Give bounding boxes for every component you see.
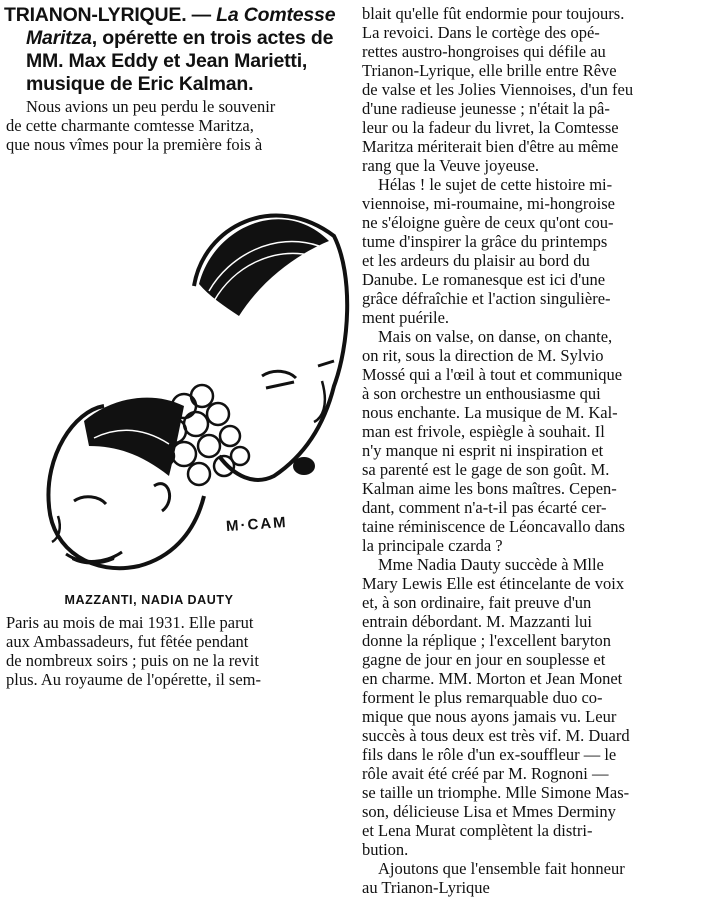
right-line: taine réminiscence de Léoncavallo dans	[362, 517, 625, 536]
right-line: nous enchante. La musique de M. Kal-	[362, 403, 618, 422]
right-line: et, à son ordinaire, fait preuve d'un	[362, 593, 592, 612]
right-line: blait qu'elle fût endormie pour toujours.	[362, 4, 625, 23]
headline-line-2	[4, 27, 356, 50]
right-line: ne s'éloigne guère de ceux qu'ont cou-	[362, 213, 614, 232]
right-line: man est frivole, espiègle à souhait. Il	[362, 422, 605, 441]
right-line: Hélas ! le sujet de cette histoire mi-	[378, 175, 613, 194]
headline-venue: TRIANON-LYRIQUE. —	[4, 4, 217, 26]
right-line: sa parenté est le gage de son goût. M.	[362, 460, 610, 479]
headline-title-2: Maritza	[26, 27, 92, 49]
right-column	[362, 4, 714, 897]
right-line: de valse et les Jolies Viennoises, d'un feu	[362, 80, 634, 99]
right-line: la principale czarda ?	[362, 536, 503, 555]
right-line: rettes austro-hongroises qui défile au	[362, 42, 606, 61]
right-line: son, délicieuse Lisa et Mmes Derminy	[362, 802, 616, 821]
right-line: tume d'inspirer la grâce du printemps	[362, 232, 608, 251]
right-line: d'une radieuse jeunesse ; n'était la pâ-	[362, 99, 610, 118]
right-line: et les ardeurs du plaisir au bord du	[362, 251, 590, 270]
right-line: Danube. Le romanesque est ici d'une	[362, 270, 606, 289]
right-line: n'y manque ni esprit ni inspiration et	[362, 441, 604, 460]
intro-paragraph	[4, 97, 356, 154]
right-line: succès à tous deux est très vif. M. Duard	[362, 726, 630, 745]
caricature-drawing	[4, 156, 356, 596]
left-bottom-line-3: de nombreux soirs ; puis on ne la revit	[6, 651, 259, 670]
headline-line-4: musique de Eric Kalman.	[26, 73, 254, 95]
right-line: gagne de jour en jour en souplesse et	[362, 650, 606, 669]
right-line: se taille un triomphe. Mlle Simone Mas-	[362, 783, 630, 802]
right-line: rang que la Veuve joyeuse.	[362, 156, 540, 175]
right-line: on rit, sous la direction de M. Sylvio	[362, 346, 604, 365]
right-line: dant, comment n'a-t-il pas écarté cer-	[362, 498, 607, 517]
right-line: Mais on valse, on danse, on chante,	[378, 327, 613, 346]
right-line: à son orchestre un enthousiasme qui	[362, 384, 601, 403]
right-line: en charme. MM. Morton et Jean Monet	[362, 669, 623, 688]
right-line: Mary Lewis Elle est étincelante de voix	[362, 574, 625, 593]
right-line: forment le plus remarquable duo co-	[362, 688, 603, 707]
illustration-caption: MAZZANTI, NADIA DAUTY	[64, 593, 234, 607]
caricature-illustration	[4, 156, 356, 596]
right-line: rôle avait été créé par M. Rognoni —	[362, 764, 609, 783]
right-line: et Lena Murat complètent la distri-	[362, 821, 593, 840]
headline-subtitle: , opérette en trois actes de	[91, 27, 334, 49]
right-line: La revoici. Dans le cortège des opé-	[362, 23, 600, 42]
headline-line-3: MM. Max Eddy et Jean Marietti,	[26, 50, 308, 72]
right-line: leur ou la fadeur du livret, la Comtesse	[362, 118, 619, 137]
right-line: mique que nous ayons jamais vu. Leur	[362, 707, 617, 726]
right-line: Trianon-Lyrique, elle brille entre Rêve	[362, 61, 617, 80]
right-line: Maritza mériterait bien d'être au même	[362, 137, 619, 156]
intro-line-3: que nous vîmes pour la première fois à	[6, 135, 263, 154]
right-line: entrain débordant. M. Mazzanti lui	[362, 612, 593, 631]
right-line: Ajoutons que l'ensemble fait honneur	[378, 859, 625, 878]
right-line: fils dans le rôle d'un ex-souffleur — le	[362, 745, 617, 764]
left-column	[4, 4, 356, 689]
left-bottom-paragraph	[4, 613, 356, 689]
right-line: donne la réplique ; l'excellent baryton	[362, 631, 612, 650]
headline-line-1	[4, 4, 356, 27]
right-line: viennoise, mi-roumaine, mi-hongroise	[362, 194, 615, 213]
intro-line-2: de cette charmante comtesse Maritza,	[6, 116, 254, 135]
headline	[4, 4, 356, 96]
right-line: ment puérile.	[362, 308, 450, 327]
left-bottom-line-1: Paris au mois de mai 1931. Elle parut	[6, 613, 254, 632]
right-line: au Trianon-Lyrique	[362, 878, 490, 897]
left-bottom-line-2: aux Ambassadeurs, fut fêtée pendant	[6, 632, 249, 651]
right-line: bution.	[362, 840, 409, 859]
headline-title: La Comtesse	[216, 4, 336, 26]
intro-line-1: Nous avions un peu perdu le souvenir	[26, 97, 276, 116]
left-bottom-line-4: plus. Au royaume de l'opérette, il sem-	[6, 670, 261, 689]
right-line: Kalman aime les bons maîtres. Cepen-	[362, 479, 617, 498]
artist-signature: M·CAM	[225, 513, 289, 536]
right-line: grâce défraîchie et l'action singulière-	[362, 289, 611, 308]
right-line: Mme Nadia Dauty succède à Mlle	[378, 555, 604, 574]
right-line: Mossé qui a l'œil à tout et communique	[362, 365, 623, 384]
